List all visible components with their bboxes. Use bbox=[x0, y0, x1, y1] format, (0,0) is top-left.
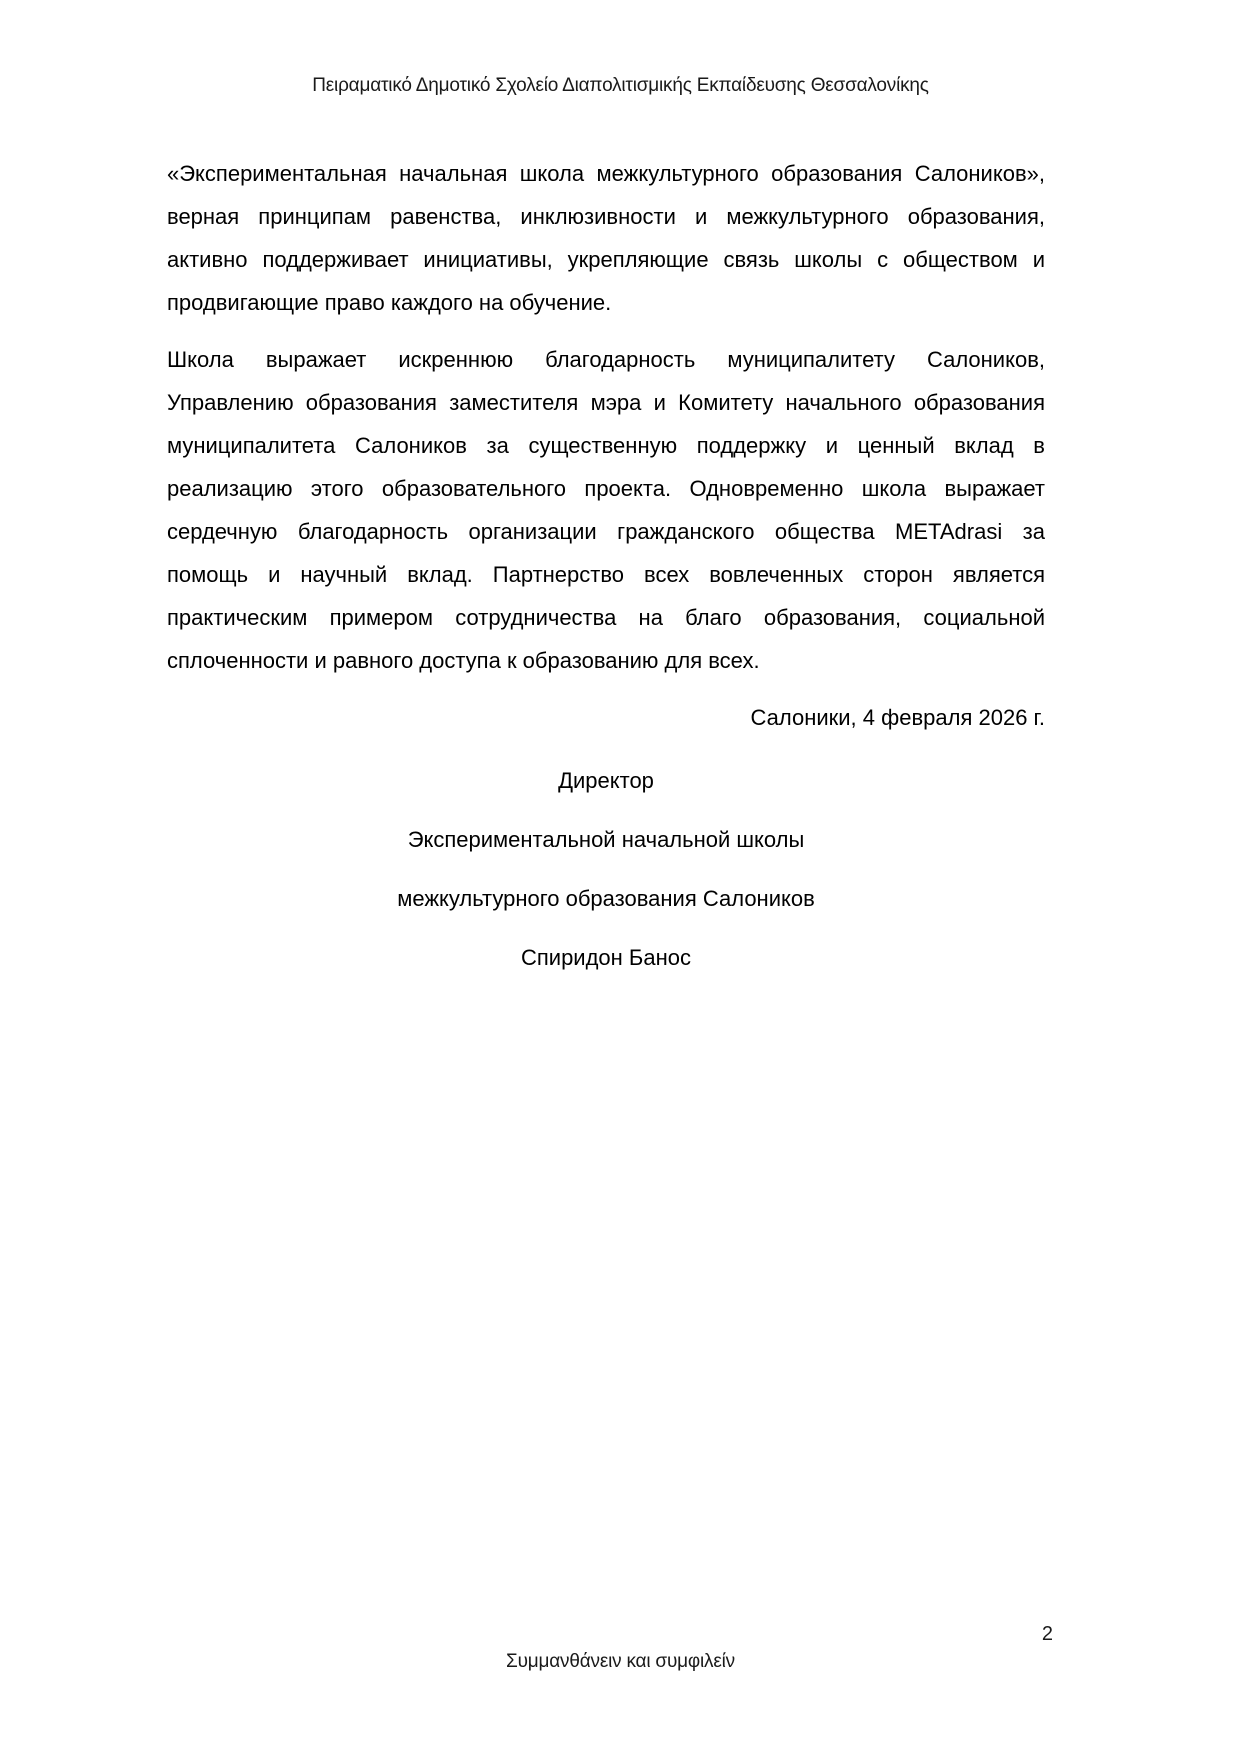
body-paragraph-1: «Экспериментальная начальная школа межкультурного образования Салоников», верная принципам равенства, инклюзивности и межкультурного образования, активно поддерживает инициативы, укрепляющие связь школы с обществом и продвигающие право каждого на обучение. bbox=[167, 161, 1045, 315]
signature-role-line: Директор bbox=[558, 768, 654, 793]
date-line: Салоники, 4 февраля 2026 г. bbox=[750, 705, 1045, 730]
header-school-name: Πειραματικό Δημοτικό Σχολείο Διαπολιτισμικής Εκπαίδευσης Θεσσαλονίκης bbox=[312, 75, 929, 96]
page-header bbox=[0, 74, 1241, 98]
signature-school-line-1: Экспериментальной начальной школы bbox=[407, 827, 805, 852]
page-number: 2 bbox=[1041, 1623, 1053, 1645]
document-body bbox=[167, 152, 1045, 995]
signature-school-line-2: межкультурного образования Салоников bbox=[397, 886, 815, 911]
footer-motto: Συμμανθάνειν και συμφιλείν bbox=[506, 1651, 735, 1672]
signature-name-line: Спиридон Банос bbox=[520, 945, 691, 970]
body-paragraph-2: Школа выражает искреннюю благодарность муниципалитету Салоников, Управлению образования заместителя мэра и Комитету начального образования муниципалитета Салоников за существенную поддержку и ценный вклад в реализацию этого образовательного проекта. Одновременно школа выражает сердечную благодарность организации гражданского общества METAdrasi за помощь и научный вклад. Партнерство всех вовлеченных сторон является практическим примером сотрудничества на благо образования, социальной сплоченности и равного доступа к образованию для всех. bbox=[167, 347, 1045, 673]
